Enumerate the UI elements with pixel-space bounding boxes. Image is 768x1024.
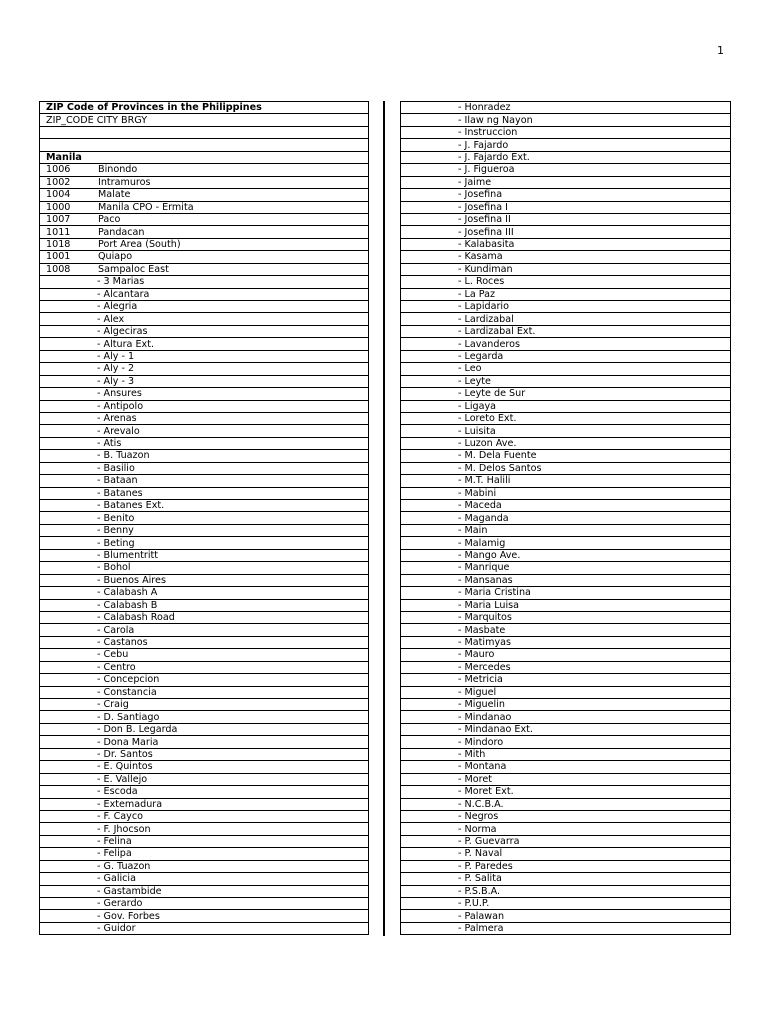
- street-row: [401, 624, 731, 636]
- street-row: [40, 922, 369, 934]
- street-row: [401, 450, 731, 462]
- zip-code: 1000: [46, 201, 71, 213]
- street-name: - Cebu: [97, 649, 129, 661]
- street-name: - Bohol: [97, 562, 131, 574]
- street-row: [401, 475, 731, 487]
- street-name: - Mindanao: [458, 711, 512, 723]
- street-row: [401, 363, 731, 375]
- street-name: - Don B. Legarda: [97, 724, 178, 736]
- street-name: - Josefina III: [458, 226, 514, 238]
- street-row: [401, 587, 731, 599]
- street-row: [401, 611, 731, 623]
- street-row: [401, 748, 731, 760]
- empty-row: [40, 126, 369, 138]
- street-name: - E. Quintos: [97, 761, 153, 773]
- street-name: - Buenos Aires: [97, 574, 166, 586]
- street-row: [40, 487, 369, 499]
- street-row: [401, 176, 731, 188]
- street-name: - Maria Cristina: [458, 587, 531, 599]
- street-row: [40, 288, 369, 300]
- street-name: - F. Jhocson: [97, 823, 151, 835]
- street-name: - Ilaw ng Nayon: [458, 114, 533, 126]
- street-name: - Maceda: [458, 500, 502, 512]
- street-name: - Centro: [97, 661, 136, 673]
- street-name: - La Paz: [458, 288, 496, 300]
- street-row: [40, 350, 369, 362]
- street-row: [401, 164, 731, 176]
- district-row: [40, 201, 369, 213]
- street-row: [40, 848, 369, 860]
- street-row: [401, 537, 731, 549]
- street-row: [401, 213, 731, 225]
- table-title: ZIP Code of Provinces in the Philippines: [46, 102, 262, 114]
- street-name: - Mauro: [458, 649, 495, 661]
- street-row: [401, 102, 731, 114]
- street-name: - Felipa: [97, 848, 132, 860]
- empty-row: [40, 139, 369, 151]
- street-name: - Antipolo: [97, 400, 144, 412]
- street-name: - P.S.B.A.: [458, 885, 501, 897]
- street-name: - Montana: [458, 761, 507, 773]
- street-name: - Mansanas: [458, 574, 513, 586]
- street-name: - Gov. Forbes: [97, 910, 160, 922]
- district-name: Manila CPO - Ermita: [98, 201, 194, 213]
- street-row: [401, 189, 731, 201]
- street-row: [401, 686, 731, 698]
- street-row: [401, 798, 731, 810]
- street-row: [401, 835, 731, 847]
- street-row: [401, 139, 731, 151]
- street-name: - Instruccion: [458, 127, 518, 139]
- street-row: [401, 313, 731, 325]
- street-row: [40, 500, 369, 512]
- district-entry: [46, 227, 145, 238]
- table-title-row: [40, 102, 369, 114]
- street-row: [40, 338, 369, 350]
- street-row: [401, 238, 731, 250]
- street-row: [40, 301, 369, 313]
- street-name: - Loreto Ext.: [458, 413, 517, 425]
- street-row: [401, 885, 731, 897]
- street-row: [40, 462, 369, 474]
- street-row: [401, 263, 731, 275]
- zip-code: 1011: [46, 226, 71, 238]
- street-row: [401, 412, 731, 424]
- section-label: Manila: [46, 151, 82, 163]
- street-row: [40, 512, 369, 524]
- street-name: - Batanes: [97, 487, 143, 499]
- district-row: [40, 213, 369, 225]
- district-name: Paco: [98, 214, 121, 226]
- street-row: [40, 686, 369, 698]
- street-row: [40, 437, 369, 449]
- street-row: [401, 126, 731, 138]
- street-row: [401, 910, 731, 922]
- street-row: [401, 151, 731, 163]
- street-name: - Negros: [458, 811, 499, 823]
- street-name: - Miguelin: [458, 699, 505, 711]
- street-name: - Calabash A: [97, 587, 158, 599]
- street-name: - Extemadura: [97, 798, 163, 810]
- street-name: - Mabini: [458, 487, 497, 499]
- street-name: - Algeciras: [97, 326, 148, 338]
- street-name: - Kasama: [458, 251, 503, 263]
- street-row: [40, 835, 369, 847]
- street-name: - Concepcion: [97, 674, 160, 686]
- street-row: [401, 276, 731, 288]
- street-name: - Kalabasita: [458, 239, 515, 251]
- street-row: [401, 786, 731, 798]
- street-name: - Felina: [97, 836, 132, 848]
- street-row: [40, 587, 369, 599]
- street-name: - Bataan: [97, 475, 138, 487]
- street-row: [40, 810, 369, 822]
- street-row: [40, 375, 369, 387]
- street-name: - Norma: [458, 823, 497, 835]
- street-name: - N.C.B.A.: [458, 798, 504, 810]
- street-name: - Moret: [458, 773, 493, 785]
- zip-code: 1001: [46, 251, 71, 263]
- street-row: [40, 649, 369, 661]
- street-row: [401, 114, 731, 126]
- street-name: - Lavanderos: [458, 338, 520, 350]
- street-name: - Carola: [97, 624, 135, 636]
- street-name: - Calabash Road: [97, 612, 175, 624]
- street-name: - Mith: [458, 748, 486, 760]
- street-name: - Luzon Ave.: [458, 438, 517, 450]
- street-name: - Guidor: [97, 923, 136, 935]
- zip-code: 1006: [46, 164, 71, 176]
- district-name: Quiapo: [98, 251, 133, 263]
- street-row: [40, 549, 369, 561]
- street-row: [40, 400, 369, 412]
- district-entry: [46, 202, 194, 213]
- street-row: [401, 711, 731, 723]
- street-row: [40, 475, 369, 487]
- street-name: - Honradez: [458, 102, 511, 114]
- street-row: [401, 288, 731, 300]
- street-row: [40, 450, 369, 462]
- street-name: - P. Paredes: [458, 860, 513, 872]
- column-header: ZIP_CODE CITY BRGY: [46, 114, 148, 126]
- street-row: [401, 773, 731, 785]
- street-row: [401, 848, 731, 860]
- street-row: [401, 761, 731, 773]
- district-row: [40, 226, 369, 238]
- district-name: Binondo: [98, 164, 138, 176]
- street-row: [401, 437, 731, 449]
- street-row: [401, 723, 731, 735]
- street-name: - Benito: [97, 512, 135, 524]
- street-row: [40, 798, 369, 810]
- street-name: - Blumentritt: [97, 549, 159, 561]
- street-row: [40, 624, 369, 636]
- street-name: - Constancia: [97, 686, 157, 698]
- street-row: [40, 363, 369, 375]
- column-divider: [383, 101, 385, 936]
- street-row: [401, 649, 731, 661]
- street-row: [401, 574, 731, 586]
- zip-code: 1008: [46, 263, 71, 275]
- street-name: - Arevalo: [97, 425, 140, 437]
- street-name: - Metricia: [458, 674, 503, 686]
- street-row: [401, 388, 731, 400]
- street-row: [40, 898, 369, 910]
- street-row: [401, 922, 731, 934]
- street-name: - Atis: [97, 438, 122, 450]
- street-row: [401, 599, 731, 611]
- street-name: - M. Dela Fuente: [458, 450, 537, 462]
- street-name: - Dr. Santos: [97, 748, 153, 760]
- street-row: [40, 537, 369, 549]
- street-name: - Arenas: [97, 413, 137, 425]
- street-row: [401, 810, 731, 822]
- street-name: - Aly - 1: [97, 350, 135, 362]
- street-row: [401, 400, 731, 412]
- street-name: - E. Vallejo: [97, 773, 148, 785]
- street-row: [40, 723, 369, 735]
- street-name: - Benny: [97, 525, 134, 537]
- street-name: - Miguel: [458, 686, 497, 698]
- street-name: - P. Naval: [458, 848, 503, 860]
- district-entry: [46, 251, 132, 262]
- street-row: [401, 301, 731, 313]
- street-row: [401, 338, 731, 350]
- district-name: Intramuros: [98, 176, 151, 188]
- street-name: - B. Tuazon: [97, 450, 150, 462]
- street-row: [401, 860, 731, 872]
- district-row: [40, 164, 369, 176]
- street-name: - Alex: [97, 313, 125, 325]
- street-row: [40, 661, 369, 673]
- zip-code: 1004: [46, 189, 71, 201]
- street-name: - Beting: [97, 537, 135, 549]
- street-row: [401, 512, 731, 524]
- street-name: - Gerardo: [97, 898, 143, 910]
- street-name: - Mango Ave.: [458, 549, 521, 561]
- district-name: Pandacan: [98, 226, 145, 238]
- street-name: - Maria Luisa: [458, 599, 520, 611]
- street-name: - Mindanao Ext.: [458, 724, 533, 736]
- street-row: [40, 786, 369, 798]
- street-name: - Main: [458, 525, 488, 537]
- street-row: [40, 562, 369, 574]
- left-zip-table: [39, 101, 369, 935]
- street-name: - Basilio: [97, 462, 135, 474]
- street-name: - Escoda: [97, 786, 138, 798]
- street-row: [401, 487, 731, 499]
- street-name: - M.T. Halili: [458, 475, 511, 487]
- street-name: - Leyte de Sur: [458, 388, 526, 400]
- zip-code: 1007: [46, 214, 71, 226]
- street-row: [401, 699, 731, 711]
- zip-code: 1018: [46, 239, 71, 251]
- street-row: [40, 823, 369, 835]
- street-name: - D. Santiago: [97, 711, 160, 723]
- street-name: - Masbate: [458, 624, 506, 636]
- street-name: - Leyte: [458, 375, 491, 387]
- section-row: [40, 151, 369, 163]
- district-row: [40, 238, 369, 250]
- street-row: [401, 201, 731, 213]
- street-row: [401, 736, 731, 748]
- street-row: [40, 736, 369, 748]
- street-name: - Ligaya: [458, 400, 497, 412]
- street-row: [401, 898, 731, 910]
- street-row: [40, 711, 369, 723]
- street-name: - P. Guevarra: [458, 836, 520, 848]
- street-name: - Alcantara: [97, 288, 150, 300]
- street-name: - Lardizabal Ext.: [458, 326, 536, 338]
- street-name: - F. Cayco: [97, 811, 143, 823]
- street-name: - Luisita: [458, 425, 496, 437]
- street-name: - Legarda: [458, 350, 504, 362]
- street-name: - J. Figueroa: [458, 164, 515, 176]
- street-row: [401, 462, 731, 474]
- district-name: Sampaloc East: [98, 263, 169, 275]
- street-row: [401, 661, 731, 673]
- street-row: [40, 910, 369, 922]
- street-name: - Alegria: [97, 301, 138, 313]
- street-name: - Galicia: [97, 873, 136, 885]
- street-name: - Leo: [458, 363, 482, 375]
- street-row: [40, 761, 369, 773]
- street-row: [40, 674, 369, 686]
- street-name: - Marquitos: [458, 612, 512, 624]
- street-name: - Aly - 2: [97, 363, 135, 375]
- zip-code: 1002: [46, 176, 71, 188]
- district-entry: [46, 214, 120, 225]
- street-name: - Palawan: [458, 910, 505, 922]
- street-name: - Josefina I: [458, 201, 508, 213]
- right-zip-table: [400, 101, 731, 935]
- district-row: [40, 189, 369, 201]
- street-row: [401, 674, 731, 686]
- street-name: - Lapidario: [458, 301, 509, 313]
- street-name: - Jaime: [458, 176, 492, 188]
- street-row: [40, 325, 369, 337]
- street-row: [40, 611, 369, 623]
- street-row: [401, 873, 731, 885]
- street-name: - Ansures: [97, 388, 142, 400]
- street-row: [401, 636, 731, 648]
- district-row: [40, 251, 369, 263]
- street-name: - Palmera: [458, 923, 504, 935]
- district-entry: [46, 177, 151, 188]
- district-row: [40, 263, 369, 275]
- street-name: - Aly - 3: [97, 375, 135, 387]
- street-row: [401, 562, 731, 574]
- street-name: - Lardizabal: [458, 313, 514, 325]
- street-name: - Castanos: [97, 637, 148, 649]
- street-row: [401, 425, 731, 437]
- street-row: [40, 276, 369, 288]
- district-entry: [46, 164, 137, 175]
- street-name: - 3 Marias: [97, 276, 145, 288]
- street-row: [401, 524, 731, 536]
- street-row: [401, 350, 731, 362]
- street-name: - Matimyas: [458, 637, 511, 649]
- street-row: [401, 251, 731, 263]
- street-row: [40, 860, 369, 872]
- street-row: [401, 500, 731, 512]
- district-entry: [46, 264, 169, 275]
- table-header-row: [40, 114, 369, 126]
- street-row: [40, 636, 369, 648]
- page-number: 1: [717, 44, 724, 57]
- street-name: - M. Delos Santos: [458, 462, 542, 474]
- street-name: - Mindoro: [458, 736, 504, 748]
- district-row: [40, 176, 369, 188]
- street-row: [40, 313, 369, 325]
- street-row: [40, 773, 369, 785]
- street-name: - P. Salita: [458, 873, 502, 885]
- street-row: [40, 388, 369, 400]
- street-name: - Craig: [97, 699, 129, 711]
- street-row: [40, 574, 369, 586]
- street-name: - Manrique: [458, 562, 510, 574]
- street-name: - Dona Maria: [97, 736, 159, 748]
- street-row: [40, 412, 369, 424]
- street-row: [401, 325, 731, 337]
- street-row: [401, 375, 731, 387]
- street-name: - Calabash B: [97, 599, 158, 611]
- street-name: - Moret Ext.: [458, 786, 514, 798]
- street-name: - Mercedes: [458, 661, 511, 673]
- street-row: [40, 599, 369, 611]
- street-name: - Josefina II: [458, 214, 511, 226]
- street-row: [40, 425, 369, 437]
- street-name: - J. Fajardo: [458, 139, 509, 151]
- street-name: - L. Roces: [458, 276, 505, 288]
- street-name: - J. Fajardo Ext.: [458, 151, 530, 163]
- street-row: [401, 823, 731, 835]
- street-name: - Batanes Ext.: [97, 500, 165, 512]
- street-name: - Kundiman: [458, 263, 513, 275]
- street-name: - Altura Ext.: [97, 338, 155, 350]
- street-row: [40, 748, 369, 760]
- district-name: Port Area (South): [98, 239, 181, 251]
- street-name: - P.U.P.: [458, 898, 490, 910]
- district-name: Malate: [98, 189, 131, 201]
- street-name: - Malamig: [458, 537, 506, 549]
- street-row: [401, 549, 731, 561]
- street-name: - Gastambide: [97, 885, 162, 897]
- street-row: [40, 885, 369, 897]
- street-name: - G. Tuazon: [97, 860, 151, 872]
- street-row: [40, 699, 369, 711]
- street-row: [40, 524, 369, 536]
- district-entry: [46, 189, 130, 200]
- street-row: [401, 226, 731, 238]
- street-name: - Josefina: [458, 189, 503, 201]
- street-row: [40, 873, 369, 885]
- district-entry: [46, 239, 181, 250]
- street-name: - Maganda: [458, 512, 509, 524]
